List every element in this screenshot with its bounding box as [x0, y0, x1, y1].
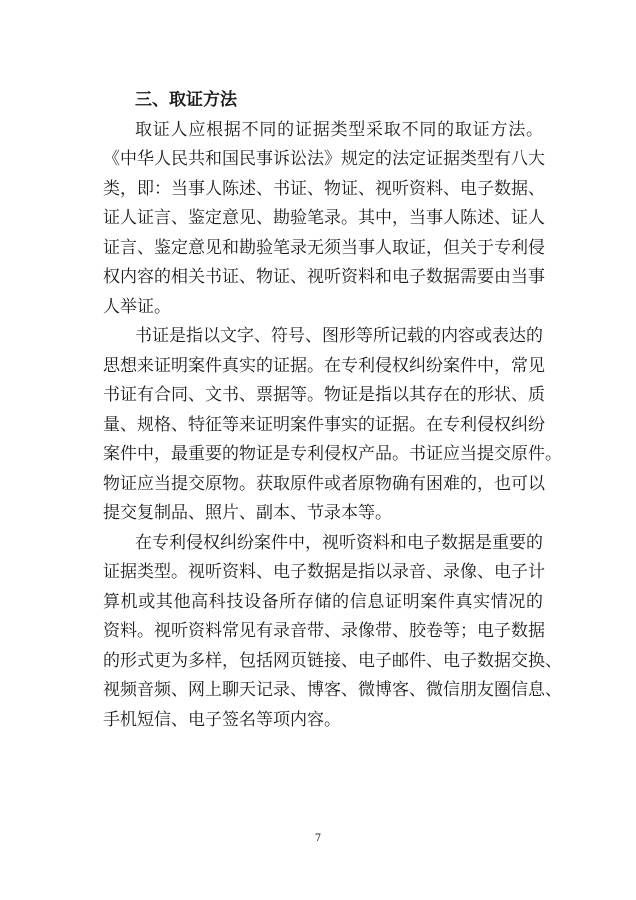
text-line: 类，即：当事人陈述、书证、物证、视听资料、电子数据、 [103, 178, 545, 199]
text-line: 物证应当提交原物。获取原件或者原物确有困难的，也可以 [103, 473, 545, 494]
text-line: 书证有合同、文书、票据等。物证是指以其存在的形状、质 [103, 385, 545, 405]
text-line: 人举证。 [103, 296, 171, 317]
paragraph-evidence-methods [103, 116, 543, 323]
section-title: 三、取证方法 [135, 90, 237, 110]
text-line: 算机或其他高科技设备所存储的信息证明案件真实情况的 [103, 591, 543, 612]
text-line: 的形式更为多样，包括网页链接、电子邮件、电子数据交换、 [103, 650, 562, 671]
page-content [103, 86, 562, 735]
text-line: 视频音频、网上聊天记录、博客、微博客、微信朋友圈信息、 [103, 680, 562, 700]
text-line: 思想来证明案件真实的证据。在专利侵权纠纷案件中，常见 [103, 355, 545, 376]
text-line: 量、规格、特征等来证明案件事实的证据。在专利侵权纠纷 [103, 414, 545, 435]
text-line: 案件中，最重要的物证是专利侵权产品。书证应当提交原件。 [103, 444, 562, 464]
text-line: 提交复制品、照片、副本、节录本等。 [103, 503, 392, 523]
paragraph-documentary-physical-evidence [103, 322, 562, 529]
text-line: 证人证言、鉴定意见、勘验笔录。其中，当事人陈述、证人 [103, 208, 545, 228]
text-line: 资料。视听资料常见有录音带、录像带、胶卷等；电子数据 [103, 621, 545, 641]
text-line: 在专利侵权纠纷案件中，视听资料和电子数据是重要的 [135, 532, 543, 553]
text-line: 取证人应根据不同的证据类型采取不同的取证方法。 [135, 119, 543, 140]
page-number: 7 [314, 833, 322, 844]
text-line: 证言、鉴定意见和勘验笔录无须当事人取证，但关于专利侵 [103, 237, 545, 258]
text-line: 书证是指以文字、符号、图形等所记载的内容或表达的 [135, 326, 543, 346]
paragraph-audiovisual-electronic-data [103, 529, 562, 736]
text-line: 权内容的相关书证、物证、视听资料和电子数据需要由当事 [103, 267, 545, 287]
text-line: 证据类型。视听资料、电子数据是指以录音、录像、电子计 [103, 562, 545, 582]
text-line: 《中华人民共和国民事诉讼法》规定的法定证据类型有八大 [103, 149, 545, 169]
text-line: 手机短信、电子签名等项内容。 [103, 709, 341, 730]
